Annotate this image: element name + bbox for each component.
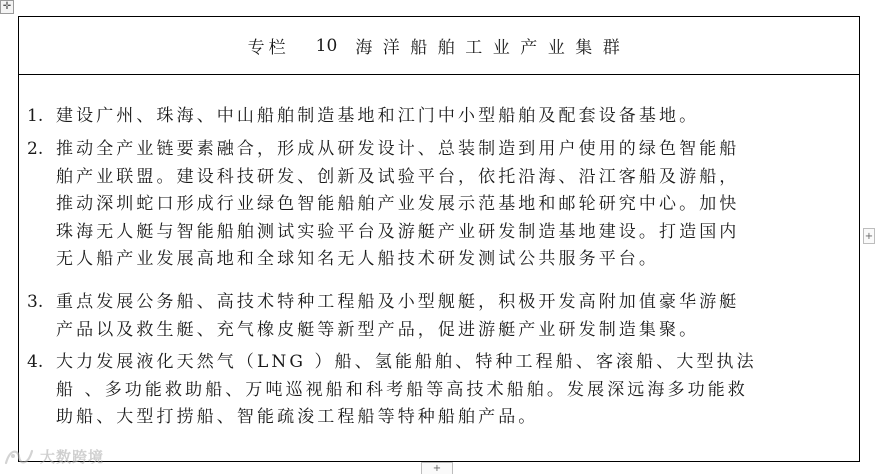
table-title-row [19, 17, 859, 75]
title-number: 10 [315, 35, 338, 56]
list-item-text-line: 产品以及救生艇、充气橡皮艇等新型产品，促进游艇产业研发制造集聚。 [56, 319, 700, 340]
list-item-text-line: 建设广州、珠海、中山船舶制造基地和江门中小型船舶及配套设备基地。 [56, 106, 700, 126]
title-prefix: 专栏 [247, 38, 290, 58]
list-item-text-line: 船 、多功能救助船、万吨巡视船和科考船等高技术船舶。发展深远海多功能救 [56, 379, 748, 400]
list-item-text-line: 珠海无人艇与智能船舶测试实验平台及游艇产业研发制造基地建设。打造国内 [56, 221, 740, 242]
list-item-text-line: 舶产业联盟。建设科技研发、创新及试验平台，依托沿海、沿江客船及游船， [56, 166, 740, 187]
list-item-text-line: 推动全产业链要素融合，形成从研发设计、总装制造到用户使用的绿色智能船 [56, 139, 740, 159]
list-item [27, 349, 851, 432]
title-main: 海洋船舶工业产业集群 [355, 38, 631, 58]
list-item [27, 136, 851, 274]
list-item-text-line: 大力发展液化天然气（LNG ）船、氢能船舶、特种工程船、客滚船、大型执法 [56, 352, 757, 372]
watermark [4, 446, 104, 467]
list-item-text-line: 推动深圳蛇口形成行业绿色智能船舶产业发展示范基地和邮轮研究中心。加快 [56, 194, 740, 214]
list-item-text-line: 重点发展公务船、高技术特种工程船及小型舰艇，积极开发高附加值豪华游艇 [56, 292, 740, 312]
list-item-text-line: 助船、大型打捞船、智能疏浚工程船等特种船舶产品。 [56, 407, 539, 427]
add-row-button[interactable] [421, 462, 453, 474]
table-resize-right-handle[interactable] [863, 228, 875, 244]
list-item-number: 4. [27, 352, 44, 372]
list-item-number: 2. [27, 139, 44, 159]
list-item [27, 103, 851, 131]
plus-icon: + [432, 463, 442, 474]
move-icon: ✛ [2, 1, 12, 12]
list-item-number: 1. [27, 106, 44, 126]
table-move-handle[interactable] [0, 0, 14, 14]
column-table [18, 16, 860, 462]
list-item [27, 289, 851, 344]
list-item-number: 3. [27, 292, 44, 312]
plus-icon: + [864, 230, 874, 242]
list-item-text-line: 无人船产业发展高地和全球知名无人船技术研发测试公共服务平台。 [56, 249, 659, 269]
watermark-logo-icon [4, 447, 34, 467]
watermark-text: 大数跨境 [40, 448, 105, 466]
